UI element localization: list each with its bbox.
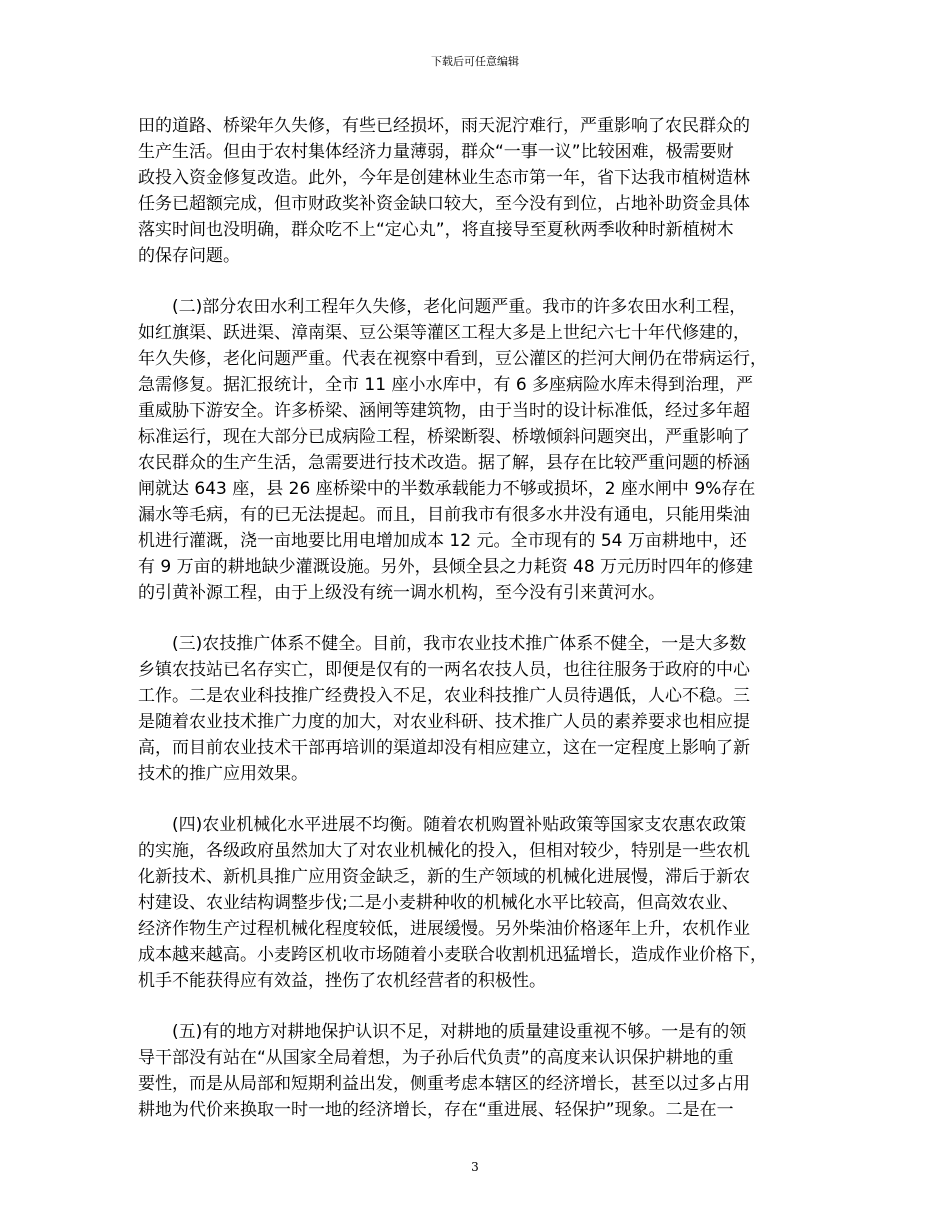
text-line: 落实时间也没明确，群众吃不上“定心丸”，将直接导至夏秋两季收种时新植树木 xyxy=(138,220,734,240)
text-line: 乡镇农技站已名存实亡，即便是仅有的一两名农技人员，也往往服务于政府的中心 xyxy=(138,660,750,680)
text-line: 年久失修，老化问题严重。代表在视察中看到，豆公灌区的拦河大闸仍在带病运行， xyxy=(138,349,767,369)
text-line: 是随着农业技术推广力度的加大，对农业科研、技术推广人员的素养要求也相应提 xyxy=(138,712,750,732)
paragraph-section-5 xyxy=(138,1019,818,1123)
text-line: 有 9 万亩的耕地缺少灌溉设施。另外，县倾全县之力耗资 48 万元历时四年的修建 xyxy=(138,557,754,577)
text-line: 要性，而是从局部和短期利益出发，侧重考虑本辖区的经济增长，甚至以过多占用 xyxy=(138,1074,750,1094)
paragraph-continuation xyxy=(138,113,818,269)
text-line: 工作。二是农业科技推广经费投入不足，农业科技推广人员待遇低，人心不稳。三 xyxy=(138,686,750,706)
text-line: (五)有的地方对耕地保护认识不足，对耕地的质量建设重视不够。一是有的领 xyxy=(172,1022,747,1042)
paragraph-section-4 xyxy=(138,812,818,994)
text-line: 闸就达 643 座，县 26 座桥梁中的半数承载能力不够或损坏，2 座水闸中 9%存在 xyxy=(138,479,756,499)
text-line: 如红旗渠、跃进渠、漳南渠、豆公渠等灌区工程大多是上世纪六七十年代修建的， xyxy=(138,323,750,343)
paragraph-section-3 xyxy=(138,631,818,787)
text-line: 机进行灌溉，浇一亩地要比用电增加成本 12 元。全市现有的 54 万亩耕地中，还 xyxy=(138,531,747,551)
paragraph-section-2 xyxy=(138,294,818,606)
text-line: 的保存问题。 xyxy=(138,246,240,266)
text-line: 的引黄补源工程，由于上级没有统一调水机构，至今没有引来黄河水。 xyxy=(138,583,665,603)
document-body xyxy=(138,113,818,1148)
text-line: (四)农业机械化水平进展不均衡。随着农机购置补贴政策等国家支农惠农政策 xyxy=(172,815,747,835)
text-line: 急需修复。据汇报统计，全市 11 座小水库中，有 6 多座病险水库未得到治理，严 xyxy=(138,375,754,395)
text-line: 耕地为代价来换取一时一地的经济增长，存在“重进展、轻保护”现象。二是在一 xyxy=(138,1100,734,1120)
text-line: 村建设、农业结构调整步伐;二是小麦耕种收的机械化水平比较高，但高效农业、 xyxy=(138,893,739,913)
page-number: 3 xyxy=(471,1160,479,1174)
text-line: 任务已超额完成，但市财政奖补资金缺口较大，至今没有到位，占地补助资金具体 xyxy=(138,194,750,214)
text-line: 技术的推广应用效果。 xyxy=(138,764,308,784)
text-line: 高，而目前农业技术干部再培训的渠道却没有相应建立，这在一定程度上影响了新 xyxy=(138,738,750,758)
text-line: 化新技术、新机具推广应用资金缺乏，新的生产领域的机械化进展慢，滞后于新农 xyxy=(138,867,750,887)
text-line: (三)农技推广体系不健全。目前，我市农业技术推广体系不健全，一是大多数 xyxy=(172,634,747,654)
text-line: 漏水等毛病，有的已无法提起。而且，目前我市有很多水井没有通电，只能用柴油 xyxy=(138,505,750,525)
text-line: 机手不能获得应有效益，挫伤了农机经营者的积极性。 xyxy=(138,971,546,991)
text-line: (二)部分农田水利工程年久失修，老化问题严重。我市的许多农田水利工程， xyxy=(172,297,747,317)
page-header: 下载后可任意编辑 xyxy=(431,55,519,68)
text-line: 经济作物生产过程机械化程度较低，进展缓慢。另外柴油价格逐年上升，农机作业 xyxy=(138,919,750,939)
text-line: 生产生活。但由于农村集体经济力量薄弱，群众“一事一议”比较困难，极需要财 xyxy=(138,142,734,162)
text-line: 重威胁下游安全。许多桥梁、涵闸等建筑物，由于当时的设计标准低，经过多年超 xyxy=(138,401,750,421)
text-line: 政投入资金修复改造。此外，今年是创建林业生态市第一年，省下达我市植树造林 xyxy=(138,168,750,188)
text-line: 田的道路、桥梁年久失修，有些已经损坏，雨天泥泞难行，严重影响了农民群众的 xyxy=(138,116,750,136)
text-line: 标准运行，现在大部分已成病险工程，桥梁断裂、桥墩倾斜问题突出，严重影响了 xyxy=(138,427,750,447)
text-line: 导干部没有站在“从国家全局着想，为子孙后代负责”的高度来认识保护耕地的重 xyxy=(138,1048,734,1068)
text-line: 的实施，各级政府虽然加大了对农业机械化的投入，但相对较少，特别是一些农机 xyxy=(138,841,750,861)
text-line: 农民群众的生产生活，急需要进行技术改造。据了解，县存在比较严重问题的桥涵 xyxy=(138,453,750,473)
text-line: 成本越来越高。小麦跨区机收市场随着小麦联合收割机迅猛增长，造成作业价格下， xyxy=(138,945,767,965)
